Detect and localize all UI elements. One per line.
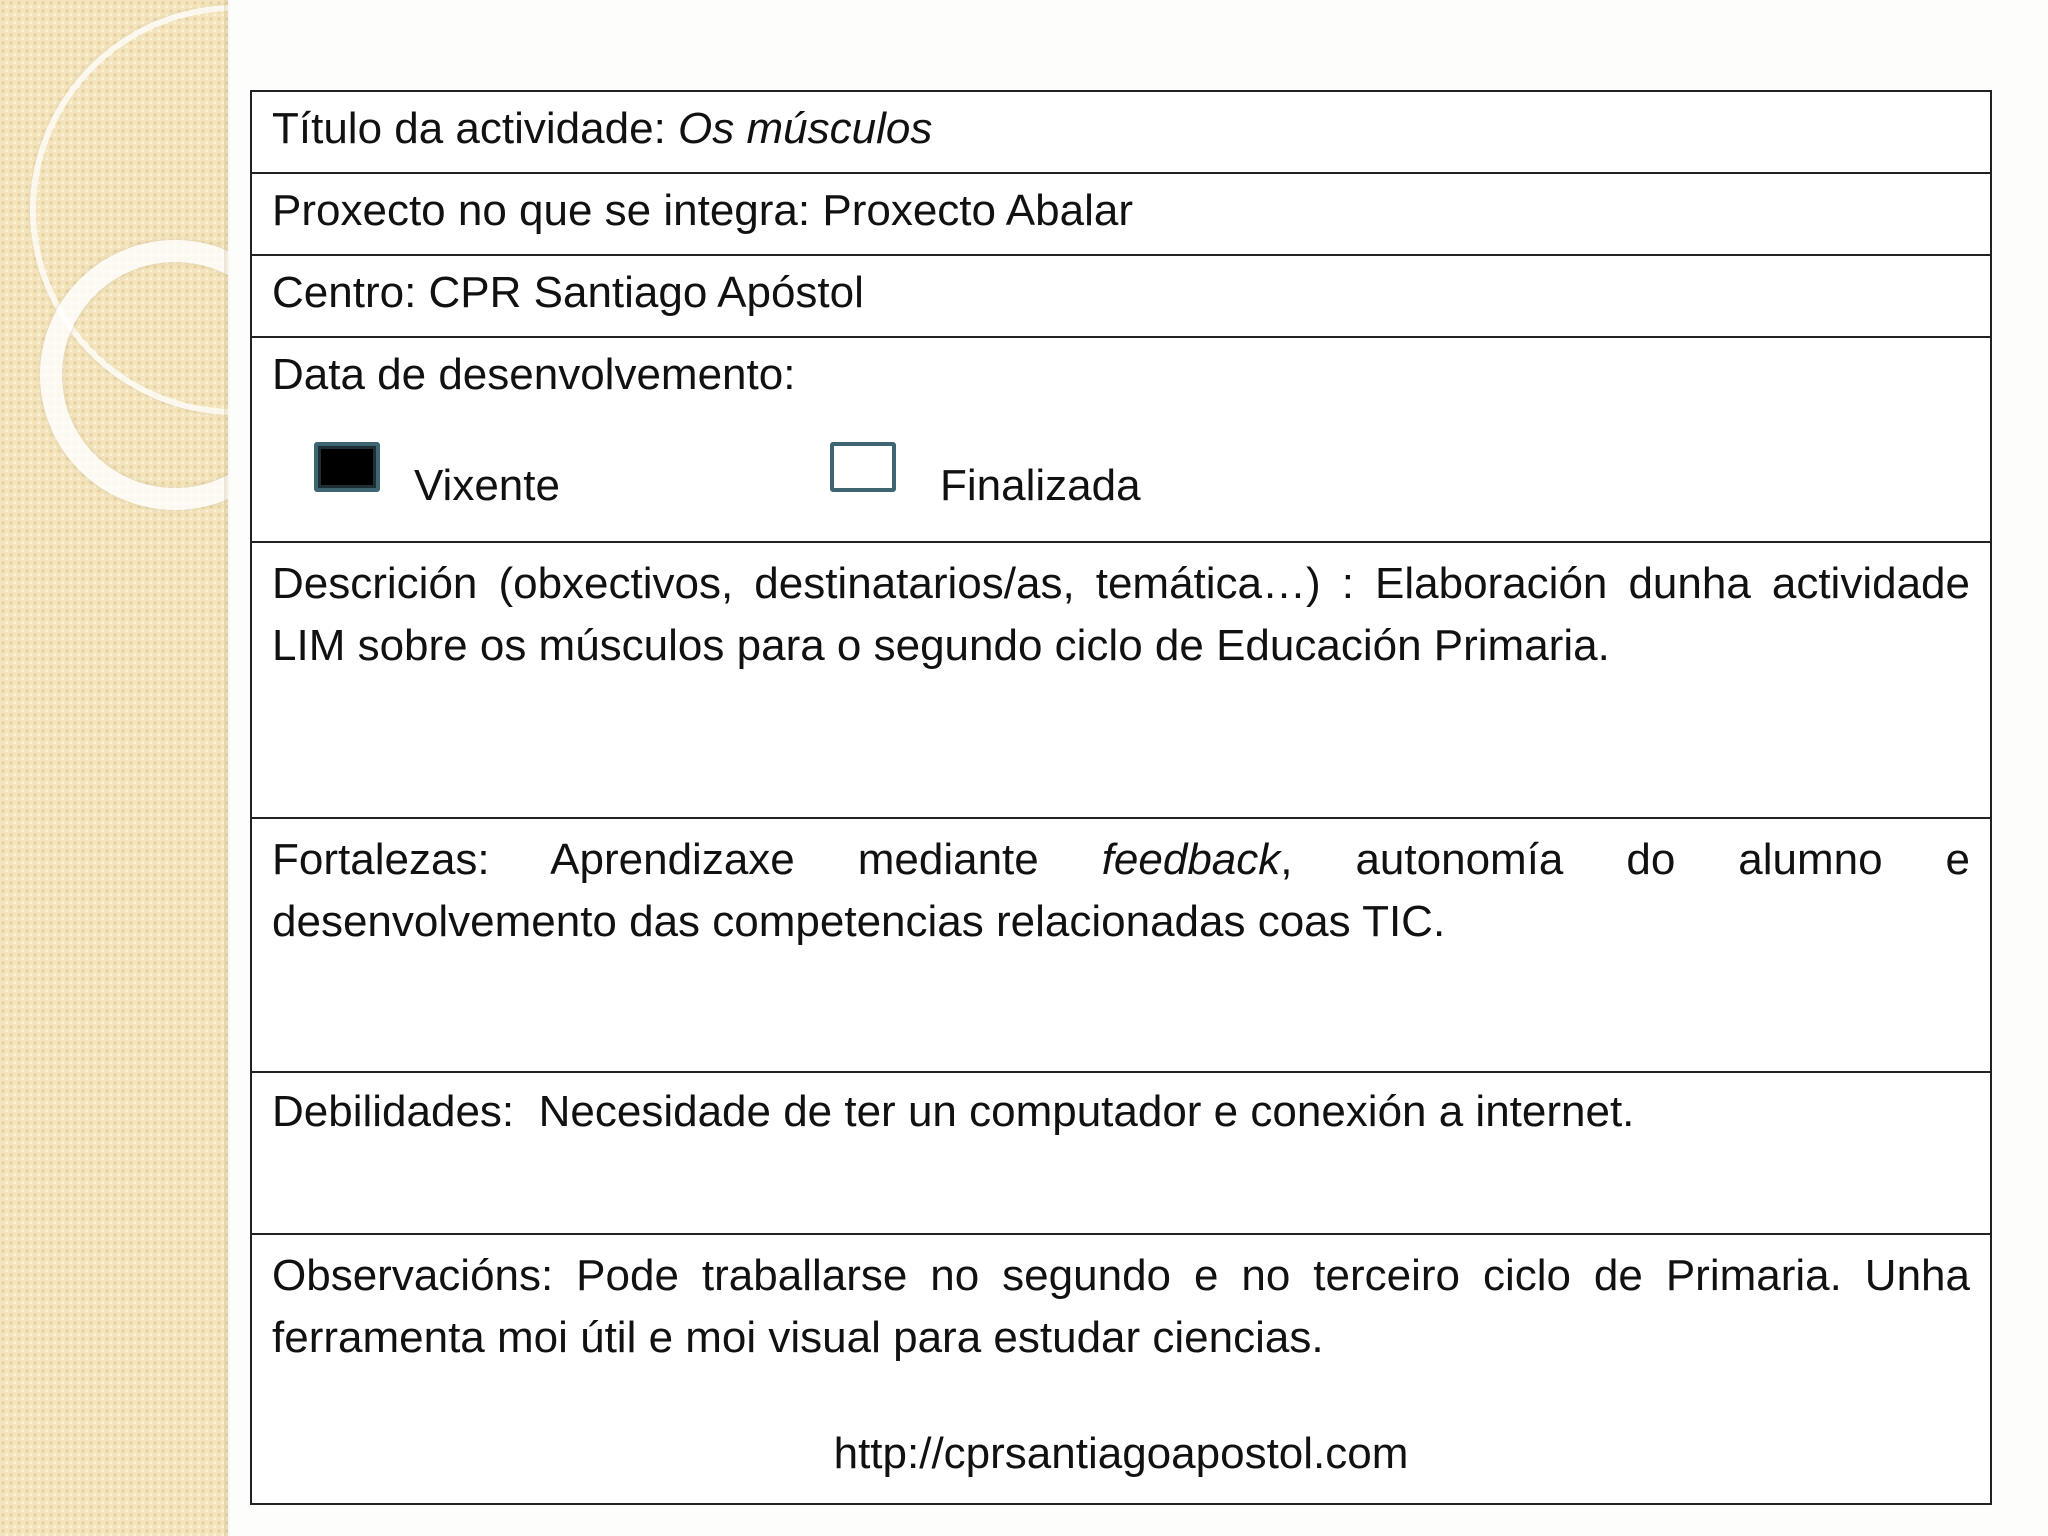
row-description bbox=[252, 543, 1990, 819]
activity-form-table bbox=[250, 90, 1992, 1505]
development-date-label: Data de desenvolvemento: bbox=[272, 350, 796, 399]
strengths-prefix: Fortalezas: Aprendizaxe mediante bbox=[272, 835, 1039, 884]
side-strip-edge bbox=[224, 0, 230, 1536]
weaknesses-text: Debilidades: Necesidade de ter un computador e conexión a internet. bbox=[272, 1087, 1635, 1136]
website-url[interactable]: http://cprsantiagoapostol.com bbox=[833, 1429, 1409, 1478]
centre-text: Centro: CPR Santiago Apóstol bbox=[272, 268, 864, 317]
status-checkbox-finalizada[interactable] bbox=[830, 442, 896, 492]
row-observations bbox=[252, 1235, 1990, 1503]
activity-title-label: Título da actividade: bbox=[272, 104, 666, 153]
row-development-date bbox=[252, 338, 1990, 543]
status-checkbox-vixente[interactable] bbox=[314, 442, 380, 492]
row-project bbox=[252, 174, 1990, 256]
row-activity-title bbox=[252, 92, 1990, 174]
activity-title-value: Os músculos bbox=[678, 104, 933, 153]
row-strengths bbox=[252, 819, 1990, 1073]
status-label-finalizada: Finalizada bbox=[940, 461, 1141, 510]
project-text: Proxecto no que se integra: Proxecto Abalar bbox=[272, 186, 1133, 235]
strengths-suffix: , autonomía do alumno e desenvolvemento das competencias relacionadas coas TIC. bbox=[272, 835, 1970, 946]
status-options bbox=[272, 412, 1970, 512]
row-centre bbox=[252, 256, 1990, 338]
observations-text: Observacións: Pode traballarse no segundo e no terceiro ciclo de Primaria. Unha ferramenta moi útil e moi visual para estudar ciencias. bbox=[272, 1251, 1970, 1362]
description-text: Descrición (obxectivos, destinatarios/as, temática…) : Elaboración dunha actividade LIM sobre os músculos para o segundo ciclo de Educación Primaria. bbox=[272, 559, 1970, 670]
status-label-vixente: Vixente bbox=[414, 461, 560, 510]
decorative-side-strip bbox=[0, 0, 228, 1536]
strengths-italic-word: feedback bbox=[1101, 835, 1281, 884]
row-weaknesses bbox=[252, 1073, 1990, 1235]
